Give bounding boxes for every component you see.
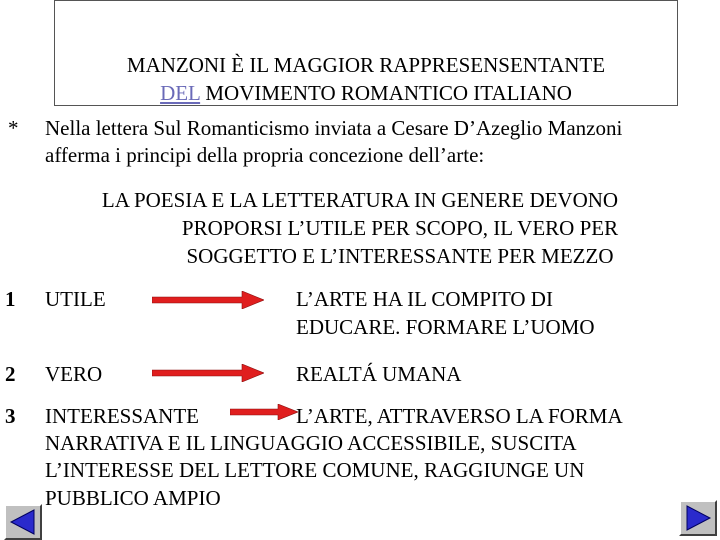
item-term-interessante: INTERESSANTE <box>45 404 199 428</box>
title-line-2 <box>54 80 678 106</box>
next-slide-button[interactable] <box>679 500 717 536</box>
item-term-utile: UTILE <box>45 287 106 311</box>
item-definition-2: REALTÁ UMANA <box>296 362 462 386</box>
right-arrow-icon <box>230 404 298 420</box>
previous-triangle-icon <box>8 508 38 536</box>
principle-line-1: LA POESIA E LA LETTERATURA IN GENERE DEVONO <box>101 188 619 212</box>
item-term-vero: VERO <box>45 362 103 386</box>
intro-line-1: Nella lettera Sul Romanticismo inviata a Cesare D’Azeglio Manzoni <box>45 116 623 140</box>
intro-line-2: afferma i principi della propria concezione dell’arte: <box>45 143 485 167</box>
right-arrow-icon <box>152 291 264 309</box>
right-arrow-icon <box>152 364 264 382</box>
next-triangle-icon <box>683 504 713 532</box>
item-definition-1-line-2: EDUCARE. FORMARE L’UOMO <box>296 315 595 339</box>
item-number-3: 3 <box>5 404 16 428</box>
title-line-2-rest: MOVIMENTO ROMANTICO ITALIANO <box>200 81 572 105</box>
principle-line-2: PROPORSI L’UTILE PER SCOPO, IL VERO PER <box>181 216 619 240</box>
item-definition-3-line-3: L’INTERESSE DEL LETTORE COMUNE, RAGGIUNGE UN <box>45 458 585 482</box>
item-number-1: 1 <box>5 287 16 311</box>
previous-slide-button[interactable] <box>4 504 42 540</box>
title-link-del[interactable]: DEL <box>160 81 201 105</box>
item-definition-3-line-4: PUBBLICO AMPIO <box>45 486 221 510</box>
item-definition-3-line-1: L’ARTE, ATTRAVERSO LA FORMA <box>296 404 623 428</box>
item-number-2: 2 <box>5 362 16 386</box>
title-line-1: MANZONI È IL MAGGIOR RAPPRESENSENTANTE <box>126 53 606 77</box>
principle-line-3: SOGGETTO E L’INTERESSANTE PER MEZZO <box>186 244 614 268</box>
item-definition-3-line-2: NARRATIVA E IL LINGUAGGIO ACCESSIBILE, SUSCITA <box>45 431 577 455</box>
bullet-star: * <box>8 116 19 140</box>
item-definition-1-line-1: L’ARTE HA IL COMPITO DI <box>296 287 553 311</box>
